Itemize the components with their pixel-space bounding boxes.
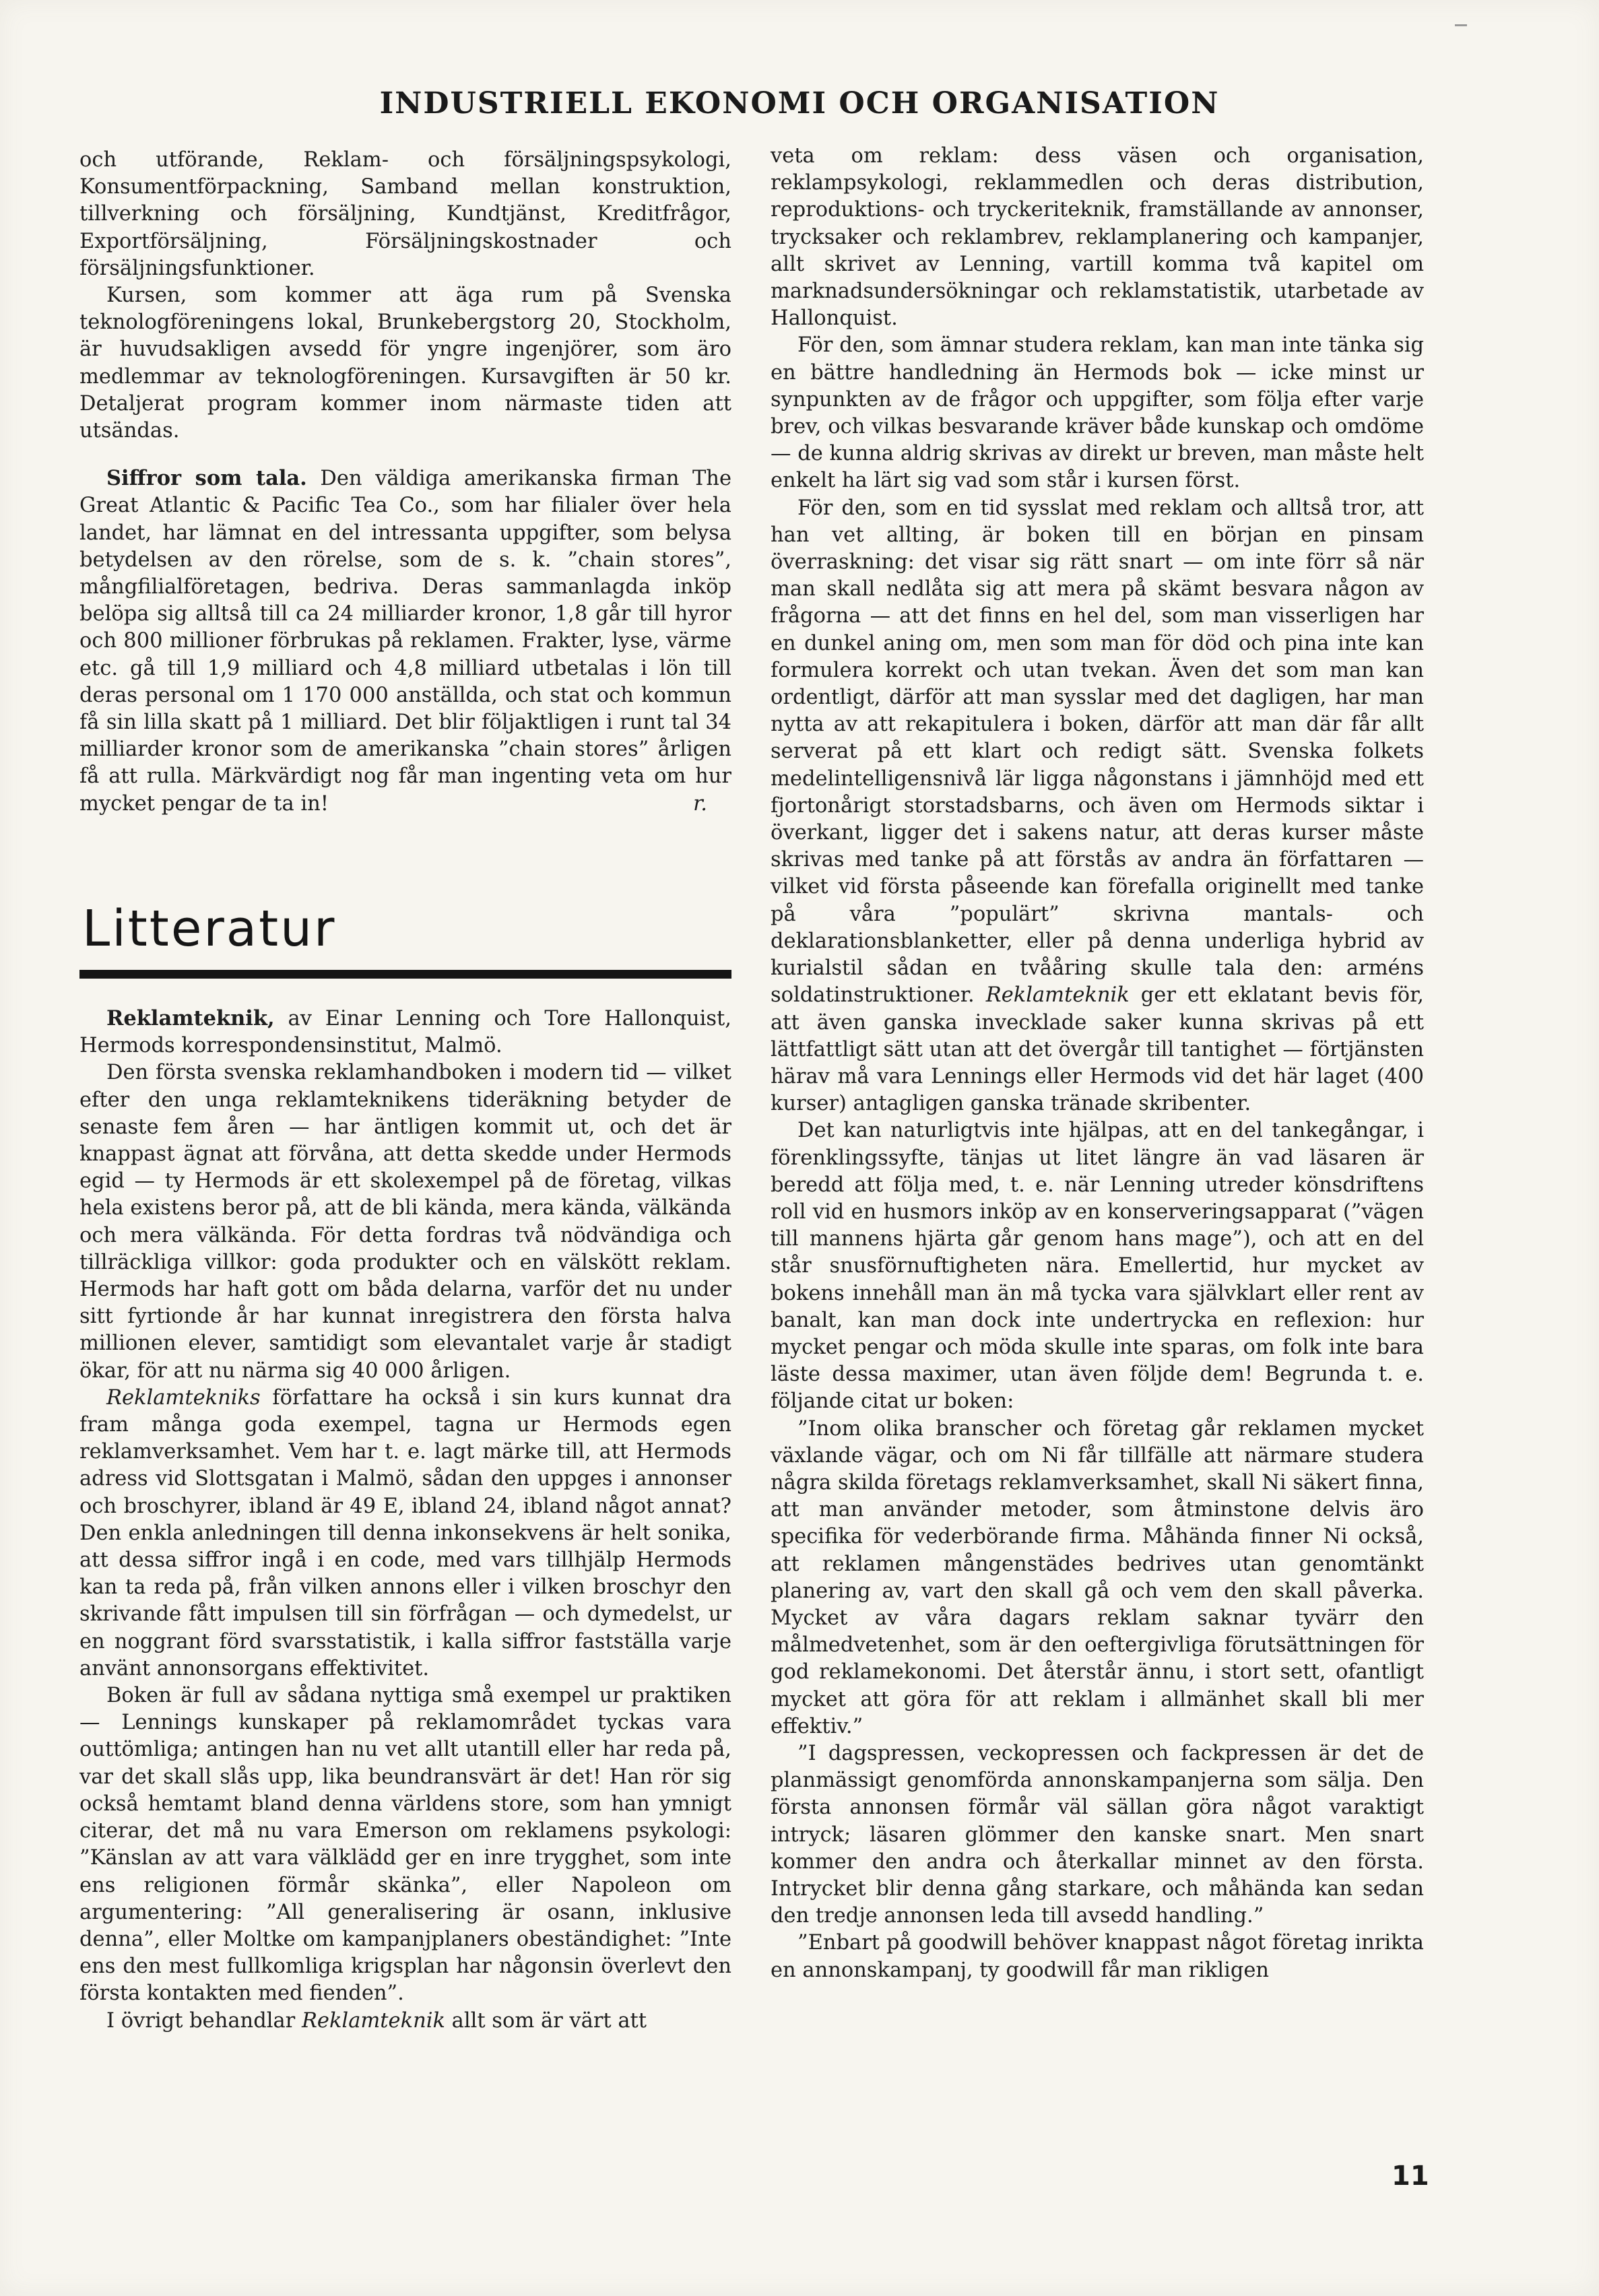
right-paragraph-2: För den, som ämnar studera reklam, kan man inte tänka sig en bättre handledning än Hermods bok — icke minst ur synpunkten av de frågor och uppgifter, som följa efter varje brev, och vilkas besvarande kräver både kunskap och omdöme — de kunna aldrig skrivas av direkt ur breven, man måste helt enkelt ha lärt sig vad som står i kursen först. xyxy=(771,333,1424,493)
siffror-paragraph xyxy=(79,465,731,818)
course-topics-paragraph: och utförande, Reklam- och försäljningspsykologi, Konsumentförpackning, Samband mellan konstruktion, tillverkning och försäljning, Kundtjänst, Kreditfrågor, Exportförsäljning, Försäljningskostnader och försäljningsfunktioner. xyxy=(79,148,731,280)
right-paragraph-3-b: ger ett eklatant bevis för, att även ganska invecklade saker kunna skrivas på ett lättfattligt sätt utan att det övergår till tantighet — förtjänsten härav må vara Lennings eller Hermods vid det här laget (400 kurser) antagligen ganska tränade skribenter. xyxy=(771,983,1424,1116)
review-book-title: Reklamteknik, xyxy=(106,1006,275,1030)
running-header: INDUSTRIELL EKONOMI OCH ORGANISATION xyxy=(379,86,1220,121)
siffror-signature: r. xyxy=(693,791,707,816)
left-column-litteratur xyxy=(79,1005,731,2035)
review-paragraph-4-title: Reklamteknik xyxy=(301,2008,445,2033)
page-number: 11 xyxy=(1392,2161,1429,2192)
review-title-paragraph xyxy=(79,1005,731,1059)
margin-mark xyxy=(1455,24,1467,26)
review-paragraph-4-a: I övrigt behandlar xyxy=(106,2008,302,2033)
quote-paragraph-1: ”Inom olika branscher och företag går reklamen mycket växlande vägar, och om Ni får tillfälle att närmare studera några skilda företags reklamverksamhet, skall Ni säkert finna, att man använder metoder, som åtminstone delvis äro specifika för vederbörande firma. Måhända finner Ni också, att reklamen mångenstädes bedrives utan genomtänkt planering av, vart den skall gå och vem den skall påverka. Mycket av våra dagars reklam saknar tyvärr den målmedvetenhet, som är den oeftergivliga förutsättningen för god reklamekonomi. Det återstår ännu, i stort sett, ofantligt mycket att göra för att reklam i allmänhet skall bli mer effektiv.” xyxy=(771,1416,1424,1738)
quote-paragraph-3: ”Enbart på goodwill behöver knappast något företag inrikta en annonskampanj, ty goodwill får man rikligen xyxy=(771,1931,1424,1982)
quote-paragraph-2: ”I dagspressen, veckopressen och fackpressen är det de planmässigt genomförda annonskampanjerna som sälja. Den första annonsen förmår väl sällan göra något varaktigt intryck; läsaren glömmer den kanske snart. Men snart kommer den andra och återkallar minnet av den första. Intrycket blir denna gång starkare, och måhända kan sedan den tredje annonsen leda till avsedd handling.” xyxy=(771,1741,1424,1928)
review-paragraph-2 xyxy=(79,1385,731,1682)
paragraph-gap xyxy=(79,445,731,465)
right-paragraph-4: Det kan naturligtvis inte hjälpas, att en del tankegångar, i förenklingssyfte, tänjas ut litet längre än vad läsaren är beredd att följa med, t. e. när Lenning utreder könsdriftens roll vid en husmors inköp av en konserveringsapparat (”vägen till mannens hjärta går genom hans mage”), och att en del står snusförnuftigheten nära. Emellertid, hur mycket av bokens innehåll man än må tycka vara självklart eller rent av banalt, kan man dock inte undertrycka en reflexion: hur mycket pengar och möda skulle inte sparas, om folk inte bara läste dessa maximer, utan även följde dem! Begrunda t. e. följande citat ur boken: xyxy=(771,1119,1424,1414)
review-paragraph-3: Boken är full av sådana nyttiga små exempel ur praktiken — Lennings kunskaper på reklamområdet tyckas vara outtömliga; antingen han nu vet allt utantill eller har reda på, var det skall slås upp, lika beundransvärt är det! Han rör sig också hemtamt bland denna världens store, som han ymnigt citerar, det må nu vara Emerson om reklamens psykologi: ”Känslan av att vara välklädd ger en inre trygghet, som inte ens religionen förmår skänka”, eller Napoleon om argumentering: ”All generalisering är osann, inklusive denna”, eller Moltke om kampanjplaners obeständighet: ”Inte ens den mest fullkomliga krigsplan har någonsin överlevt den första kontakten med fienden”. xyxy=(79,1684,731,2006)
right-paragraph-1: veta om reklam: dess väsen och organisation, reklampsykologi, reklammedlen och deras distribution, reproduktions- och tryckeriteknik, framställande av annonser, trycksaker och reklambrev, reklamplanering och kampanjer, allt skrivet av Lenning, vartill komma två kapitel om marknadsundersökningar och reklamstatistik, utarbetade av Hallonquist. xyxy=(771,144,1424,331)
siffror-lead: Siffror som tala. xyxy=(106,466,307,491)
siffror-body: Den väldiga amerikanska firman The Great Atlantic & Pacific Tea Co., som har filialer över hela landet, har lämnat en del intressanta uppgifter, som belysa betydelsen av den rörelse, som de s. k. ”chain stores”, mångfilialföretagen, bedriva. Deras sammanlagda inköp belöpa sig alltså till ca 24 milliarder kronor, 1,8 går till hyror och 800 millioner förbrukas på reklamen. Frakter, lyse, värme etc. gå till 1,9 milliard och 4,8 milliard utbetalas i lön till deras personal om 1 170 000 anställda, och stat och kommun få sin lilla skatt på 1 milliard. Det blir följaktligen i runt tal 34 milliarder kronor som de amerikanska ”chain stores” årligen få att rulla. Märkvärdigt nog får man ingenting veta om hur mycket pengar de ta in! xyxy=(79,467,731,816)
review-paragraph-1: Den första svenska reklamhandboken i modern tid — vilket efter den unga reklamteknikens tideräkning betyder de senaste fem åren — har äntligen kommit ut, och det är knappast ägnat att förvåna, att detta skedde under Hermods egid — ty Hermods är ett skolexempel på de företag, vilkas hela existens beror på, att de bli kända, mera kända, välkända och mera välkända. För detta fordras två nödvändiga och tillräckliga villkor: goda produkter och en välskött reklam. Hermods har haft gott om båda delarna, varför det nu under sitt fyrtionde år har kunnat inregistrera den första halva millionen elever, samtidigt som elevantalet varje år stadigt ökar, för att nu närma sig 40 000 årligen. xyxy=(79,1061,731,1383)
review-paragraph-4 xyxy=(79,2008,731,2035)
course-location-paragraph: Kursen, som kommer att äga rum på Svenska teknologföreningens lokal, Brunkebergstorg 20, Stockholm, är huvudsakligen avsedd för yngre ingenjörer, som äro medlemmar av teknologföreningen. Kursavgiften är 50 kr. Detaljerat program kommer inom närmaste tiden att utsändas. xyxy=(79,284,731,443)
review-book-credits: av Einar Lenning och Tore Hallonquist, Hermods korrespondensinstitut, Malmö. xyxy=(79,1007,731,1058)
left-column-top xyxy=(79,147,731,818)
heading-rule xyxy=(79,970,731,979)
right-paragraph-3-a: För den, som en tid sysslat med reklam och alltså tror, att han vet allting, är boken till en början en pinsam överraskning: det visar sig rätt snart — om inte förr så när man skall nedlåta sig att mera på skämt besvara någon av frågorna — att det finns en hel del, som man visserligen har en dunkel aning om, men som man för död och pina inte kan formulera korrekt och utan tvekan. Även det som man kan ordentligt, därför att man sysslar med det dagligen, har man nytta av att rekapitulera i boken, därför att man där får allt serverat på ett klart och redigt sätt. Svenska folkets medelintelligensnivå lär ligga någonstans i jämnhöjd med ett fjortonårigt storstadsbarns, och även om Hermods siktar i överkant, ligger det i sakens natur, att deras kurser måste skrivas med tanke på att förstås av andra än författaren — vilket vid första påseende kan förefalla originellt med tanke på våra ”populärt” skrivna mantals- och deklarationsblanketter, eller på denna underliga hybrid av kurialstil sådan en tvååring skulle tala den: arméns soldatinstruktioner. xyxy=(771,496,1424,1008)
review-paragraph-2-title: Reklamtekniks xyxy=(106,1385,261,1410)
right-paragraph-3 xyxy=(771,495,1424,1118)
review-paragraph-4-b: allt som är värt att xyxy=(445,2008,647,2033)
section-heading-litteratur: Litteratur xyxy=(82,900,337,958)
right-paragraph-3-title: Reklamteknik xyxy=(985,983,1130,1008)
review-paragraph-2-body: författare ha också i sin kurs kunnat dra fram många goda exempel, tagna ur Hermods egen reklamverksamhet. Vem har t. e. lagt märke till, att Hermods adress vid Slottsgatan i Malmö, sådan den uppges i annonser och broschyrer, ibland är 49 E, ibland 24, ibland något annat? Den enkla anledningen till denna inkonsekvens är helt sonika, att dessa siffror ingå i en code, med vars tillhjälp Hermods kan ta reda på, från vilken annons eller i vilken broschyr den skrivande fått impulsen till sin förfrågan — och dymedelst, ur en noggrant förd svarsstatistik, i kalla siffror fastställa varje använt annonsorgans effektivitet. xyxy=(79,1385,731,1680)
right-column xyxy=(771,143,1424,1984)
